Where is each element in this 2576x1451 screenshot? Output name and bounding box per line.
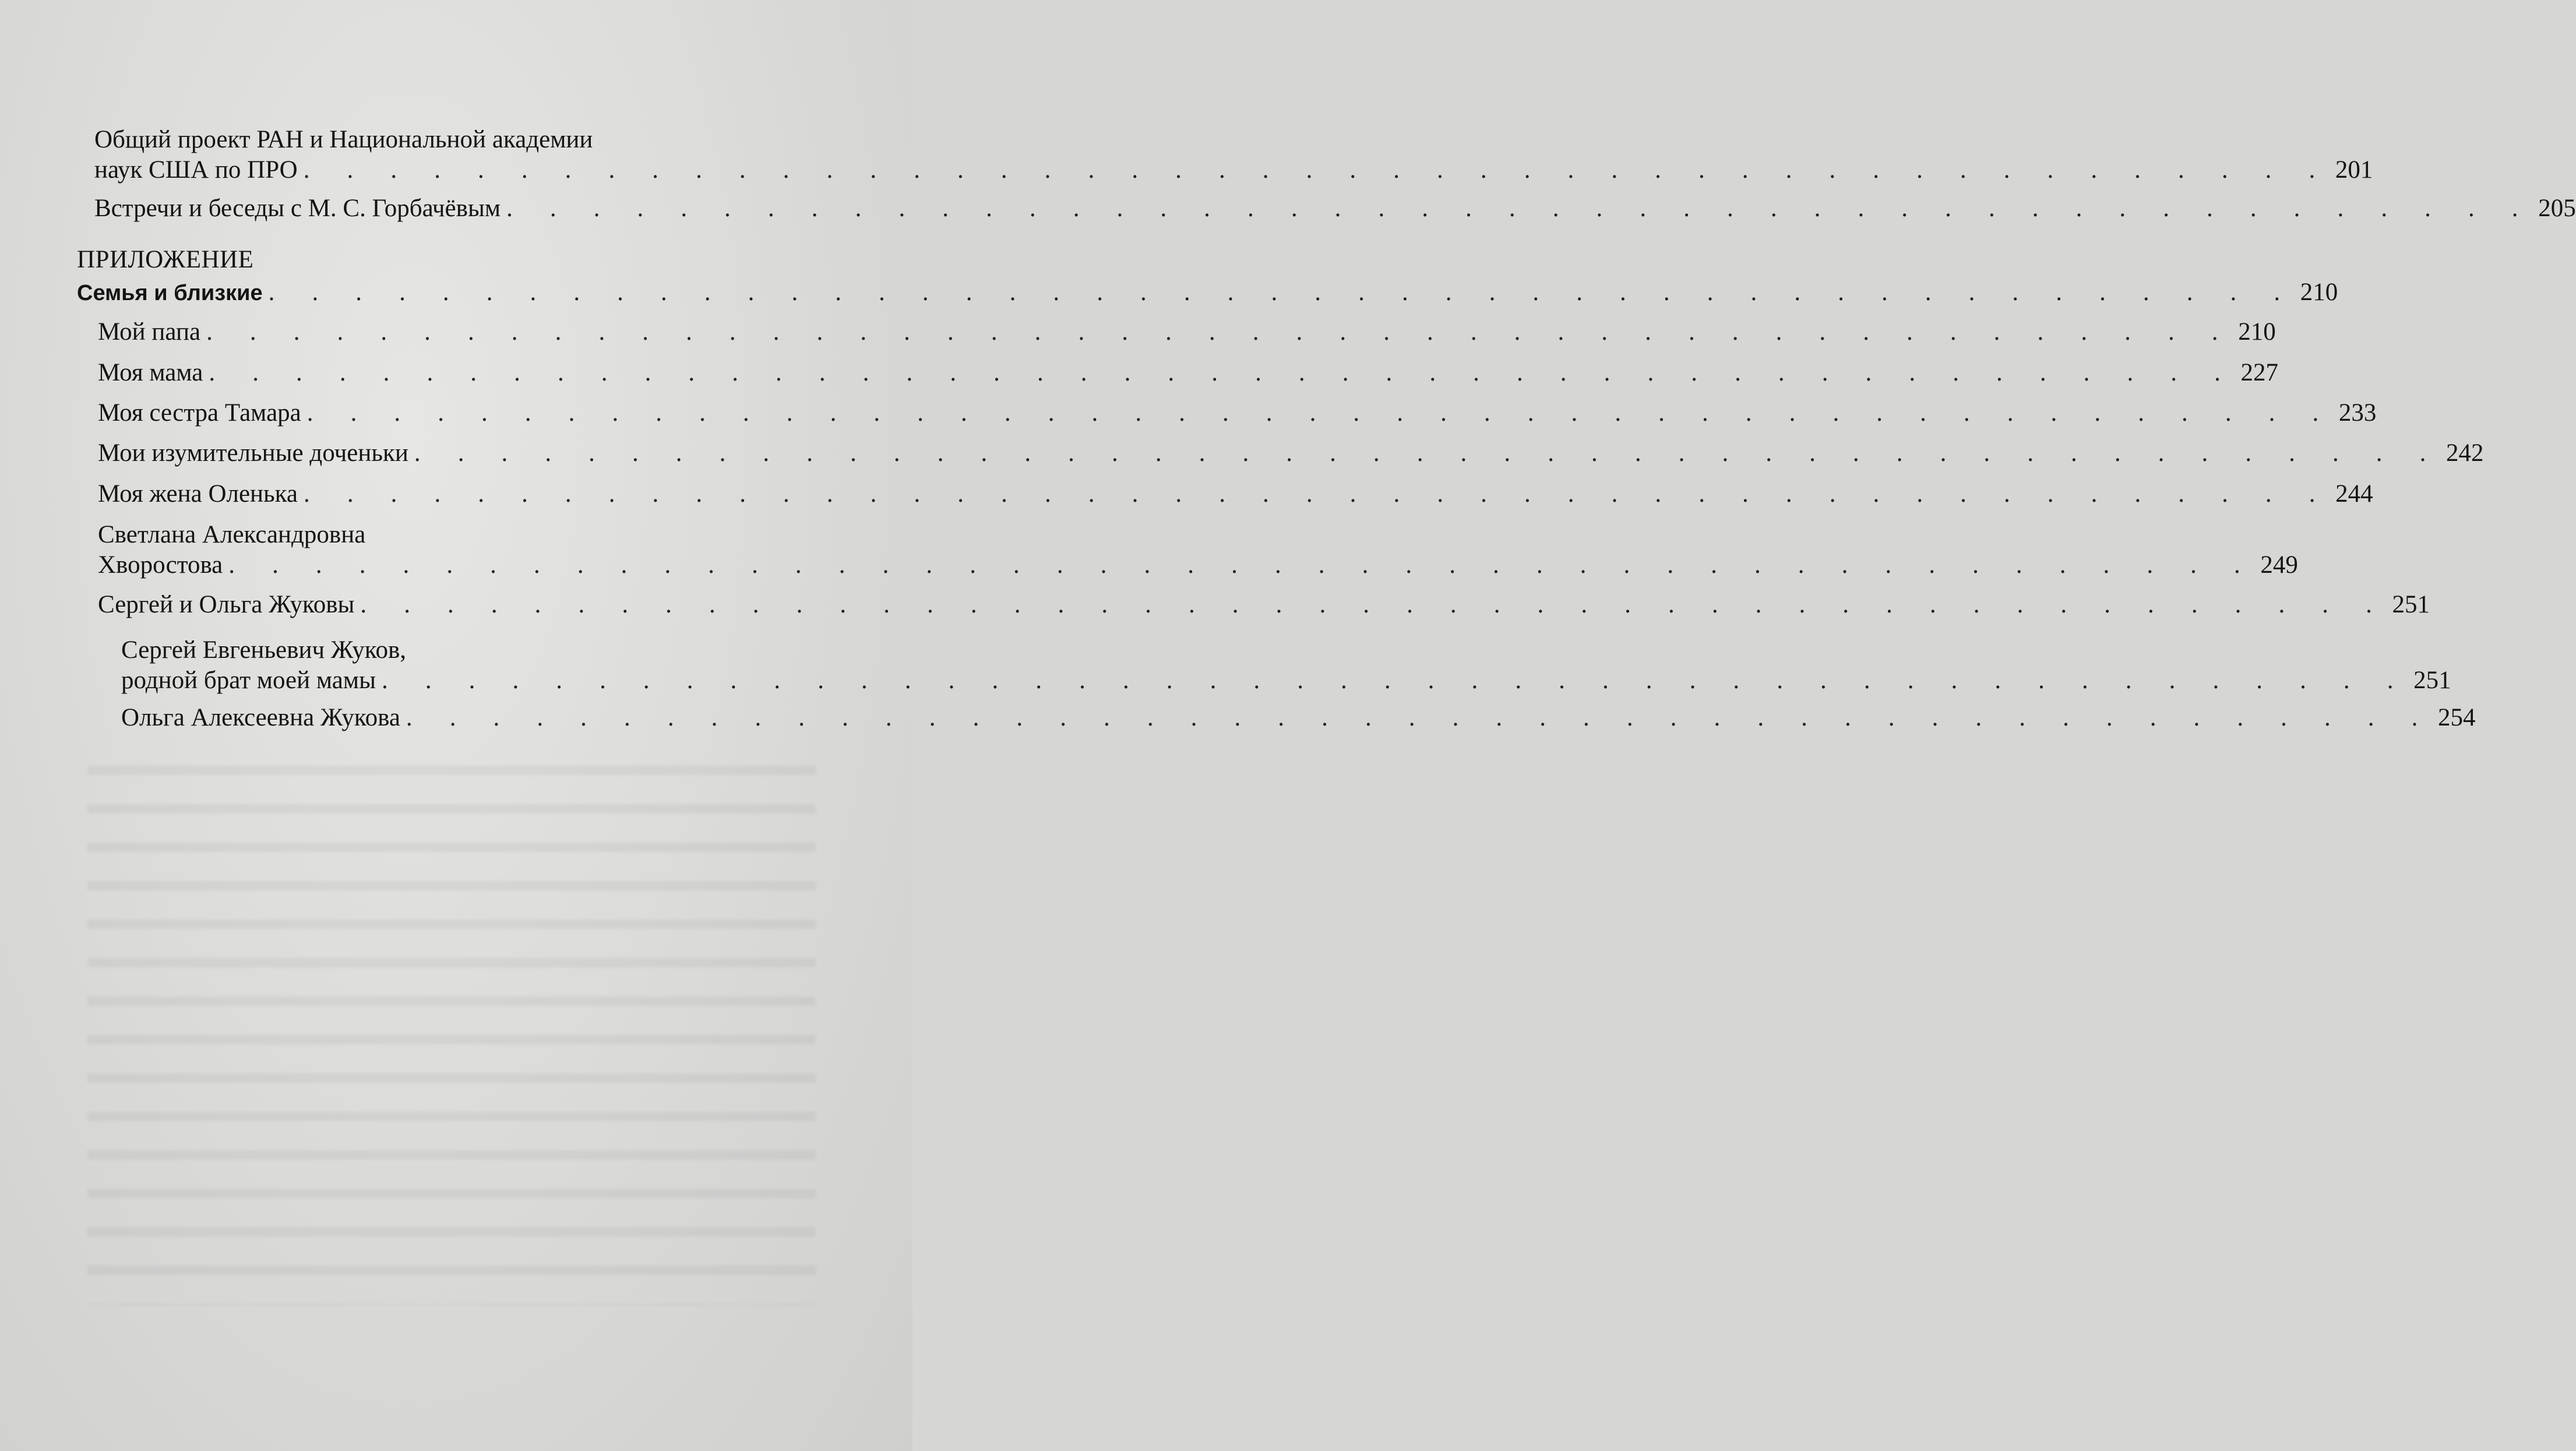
dot-leader: . . . . . . . . . . . . . . . . . . . . . . . . . . . . . . . . . . . . . . . . . . . . . . . <box>406 704 2434 731</box>
toc-chapter <box>77 277 2338 308</box>
toc-page-number: 249 <box>2260 551 2298 579</box>
toc-entry <box>98 479 2373 509</box>
toc-sub-entry <box>121 703 2476 733</box>
chapter-title: Семья и близкие <box>77 281 263 305</box>
toc-entry-title-line: Сергей и Ольга Жуковы <box>98 591 355 618</box>
toc-entry <box>98 438 2484 469</box>
dot-leader: . . . . . . . . . . . . . . . . . . . . . . . . . . . . . . . . . . . . . . . . . . . . . . . <box>303 156 2331 184</box>
toc-page-number: 242 <box>2446 439 2484 467</box>
toc-entry-title-line: Мой папа <box>98 318 201 346</box>
dot-leader: . . . . . . . . . . . . . . . . . . . . . . . . . . . . . . . . . . . . . . . . . . . . . . . <box>228 551 2256 579</box>
toc-entry-title-line: Сергей Евгеньевич Жуков, <box>121 636 407 664</box>
toc-entry-title-line: Общий проект РАН и Национальной академии <box>94 126 593 153</box>
toc-entry-title-line: Мои изумительные доченьки <box>98 439 408 467</box>
dot-leader: . . . . . . . . . . . . . . . . . . . . . . . . . . . . . . . . . . . . . . . . . . . . . . . <box>206 318 2234 346</box>
toc-entry-title-line: Моя сестра Тамара <box>98 399 301 427</box>
toc-page-number: 210 <box>2238 318 2276 346</box>
toc-entry-title-line: Ольга Алексеевна Жукова <box>121 704 400 731</box>
dot-leader: . . . . . . . . . . . . . . . . . . . . . . . . . . . . . . . . . . . . . . . . . . . . . . . <box>382 667 2409 694</box>
toc-page-number: 251 <box>2392 591 2430 618</box>
toc-entry-title-line: Встречи и беседы с М. С. Горбачёвым <box>94 195 501 222</box>
section-heading: ПРИЛОЖЕНИЕ <box>77 246 254 273</box>
toc-page-number: 244 <box>2335 480 2373 508</box>
toc-entry-title-line: наук США по ПРО <box>94 156 298 184</box>
dot-leader: . . . . . . . . . . . . . . . . . . . . . . . . . . . . . . . . . . . . . . . . . . . . . . . <box>268 279 2296 306</box>
toc-entry-title-line: Светлана Александровна <box>98 521 366 548</box>
toc-entry-title-line: Моя жена Оленька <box>98 480 298 508</box>
toc-entry-title-line: Хворостова <box>98 551 223 579</box>
toc-entry <box>98 520 2298 580</box>
dot-leader: . . . . . . . . . . . . . . . . . . . . . . . . . . . . . . . . . . . . . . . . . . . . . . . <box>304 480 2331 508</box>
toc-page-number: 227 <box>2240 359 2279 386</box>
toc-page-number: 254 <box>2438 704 2476 731</box>
dot-leader: . . . . . . . . . . . . . . . . . . . . . . . . . . . . . . . . . . . . . . . . . . . . . . . <box>306 399 2334 427</box>
toc-page-number: 233 <box>2338 399 2377 427</box>
toc-entry <box>98 358 2279 388</box>
dot-leader: . . . . . . . . . . . . . . . . . . . . . . . . . . . . . . . . . . . . . . . . . . . . . . . <box>360 591 2388 618</box>
toc-page-number: 210 <box>2300 279 2338 306</box>
toc-entry <box>98 590 2430 620</box>
dot-leader: . . . . . . . . . . . . . . . . . . . . . . . . . . . . . . . . . . . . . . . . . . . . . . . <box>506 195 2534 222</box>
toc-page-number: 201 <box>2335 156 2373 184</box>
toc-entry-title-line: родной брат моей мамы <box>121 667 376 694</box>
toc-page-number: 251 <box>2413 667 2451 694</box>
toc-entry <box>98 317 2276 347</box>
toc-entry <box>94 125 2373 185</box>
toc-entry <box>98 398 2377 428</box>
toc-entry <box>94 193 2576 224</box>
toc-sub-entry <box>121 635 2451 696</box>
toc-page-number: 205 <box>2538 195 2576 222</box>
toc-entry-title-line: Моя мама <box>98 359 203 386</box>
dot-leader: . . . . . . . . . . . . . . . . . . . . . . . . . . . . . . . . . . . . . . . . . . . . . . . <box>209 359 2236 386</box>
dot-leader: . . . . . . . . . . . . . . . . . . . . . . . . . . . . . . . . . . . . . . . . . . . . . . . <box>414 439 2442 467</box>
